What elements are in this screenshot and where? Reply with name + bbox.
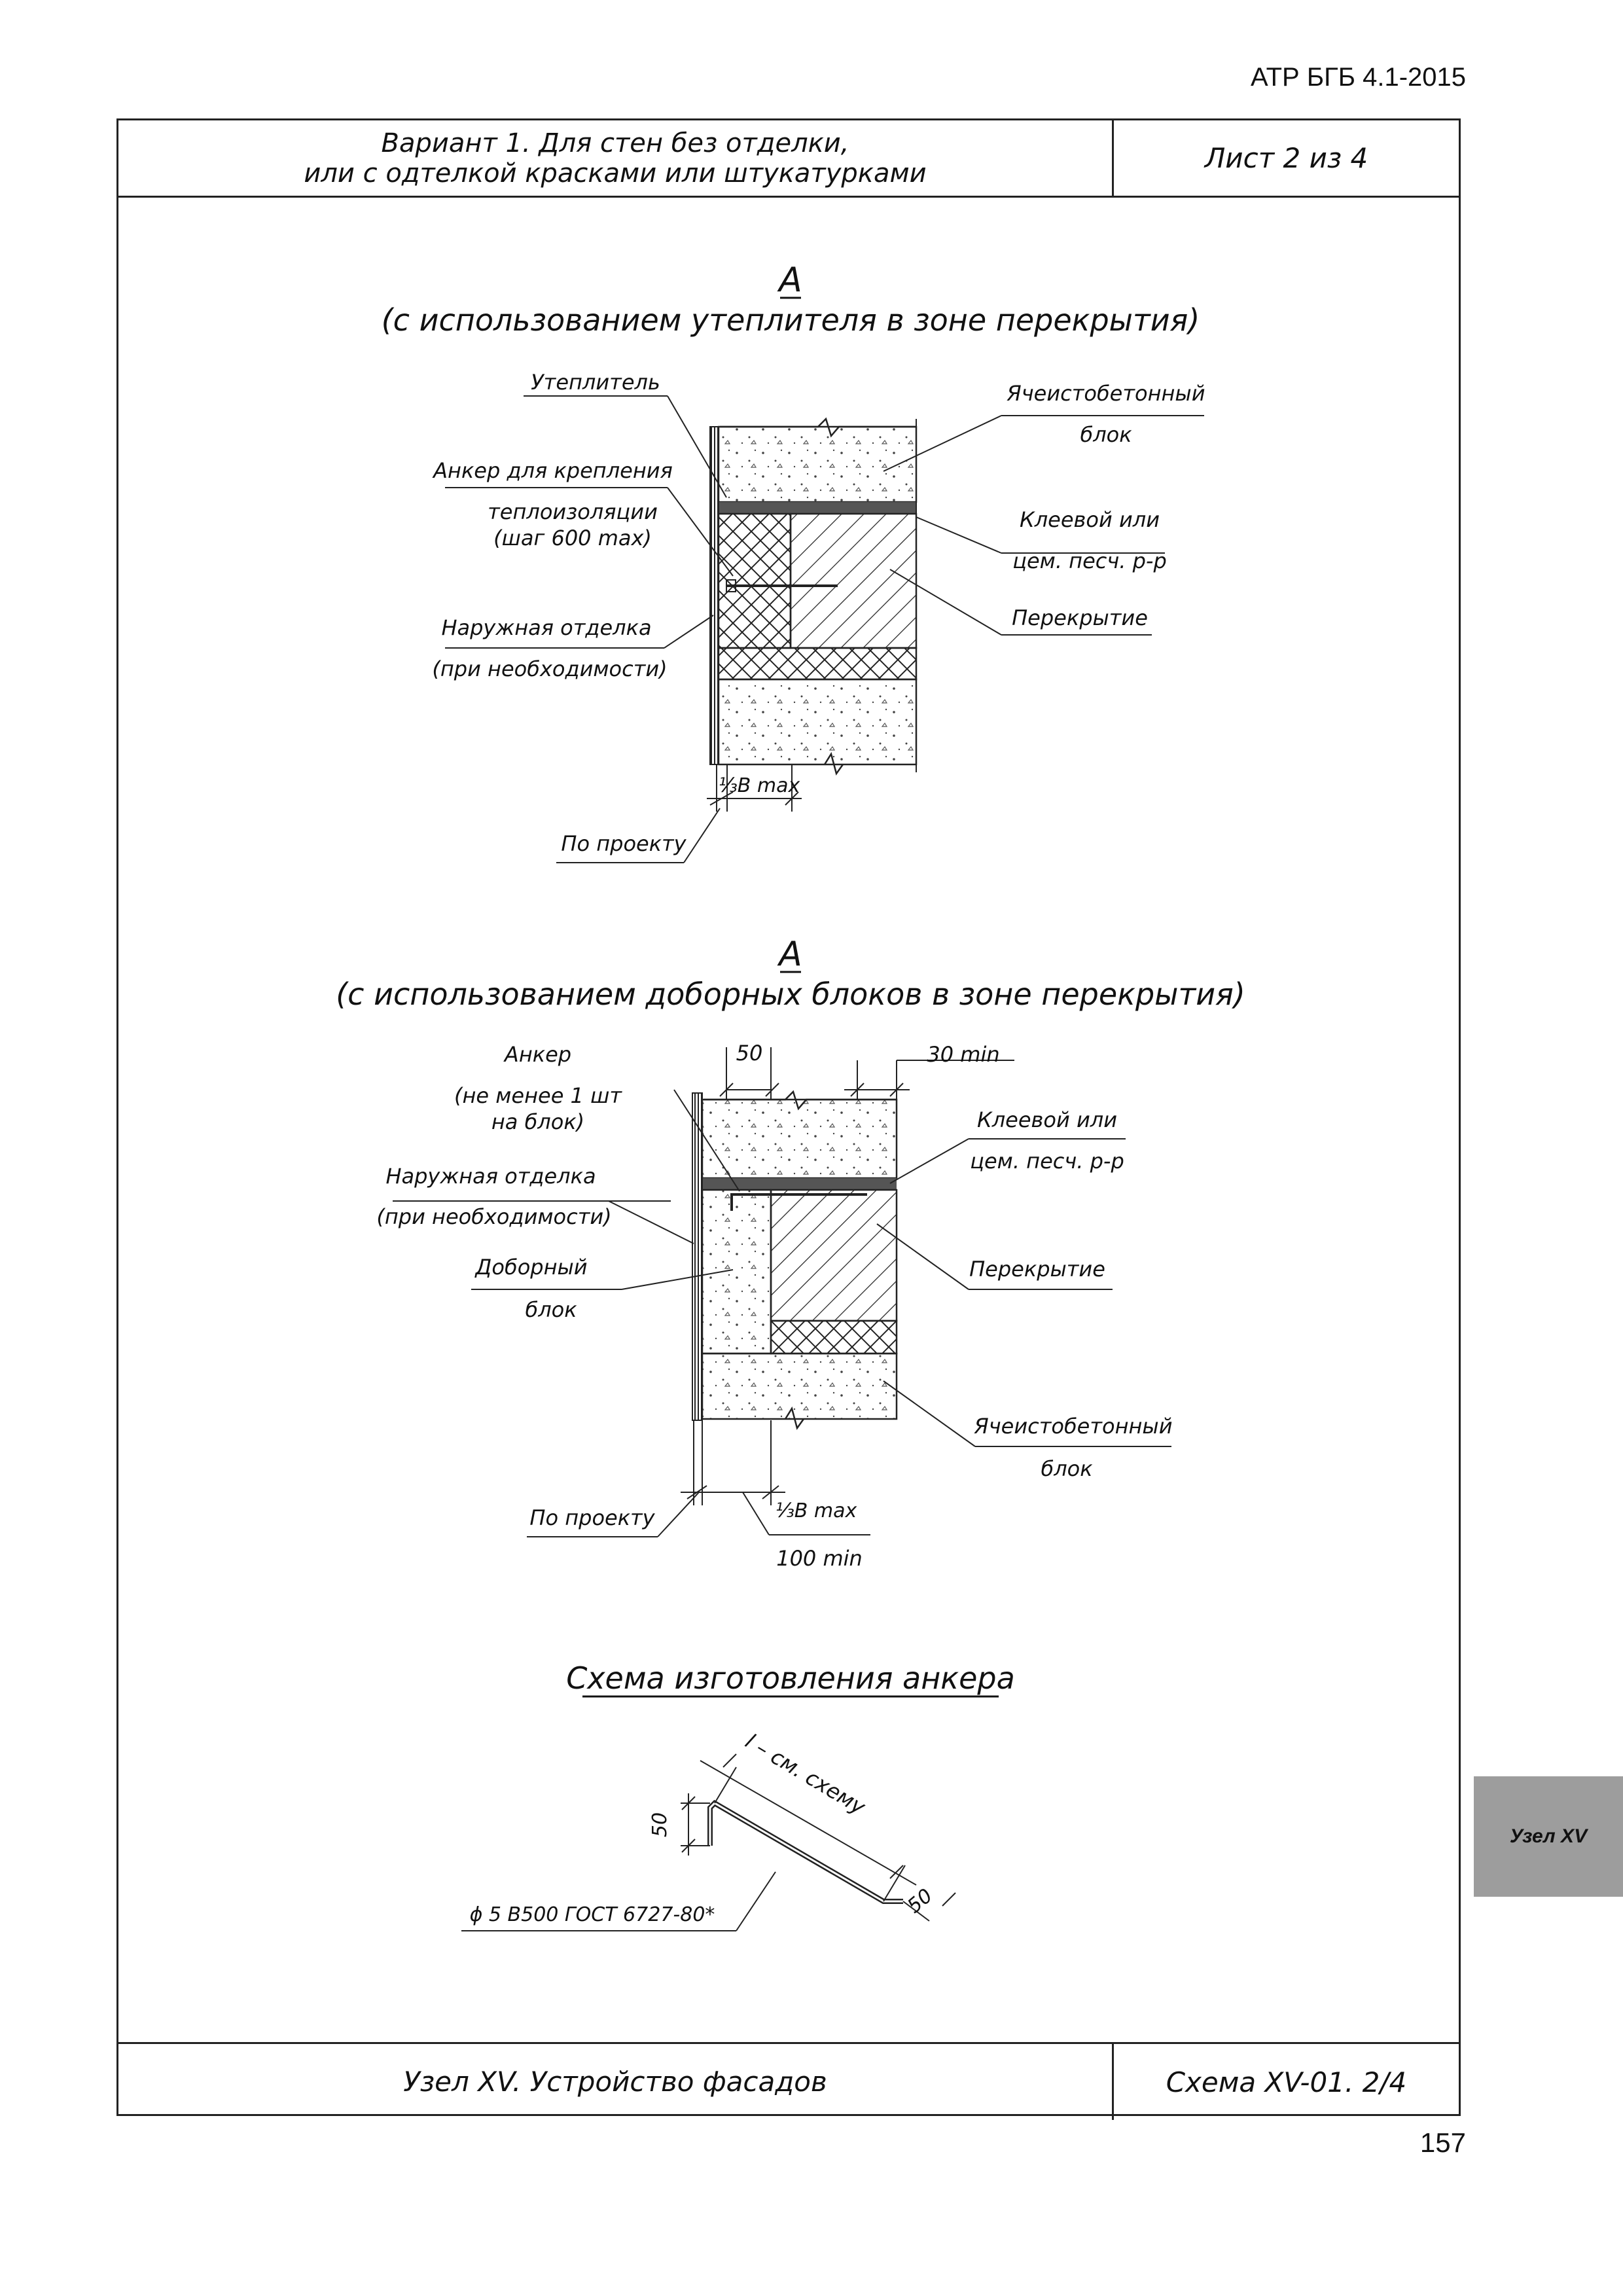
label-add-block-2: блок [525,1297,577,1322]
label-finish-1: Наружная отделка [385,1164,596,1189]
label-dim-50: 50 [736,1041,763,1066]
document-code: АТР БГБ 4.1-2015 [1251,63,1466,92]
label-dim-b: ⅓В max [718,774,800,797]
label-by-project: По проекту [529,1505,655,1530]
label-anchor: Анкер [504,1042,572,1067]
side-tab-label: Узел XV [1509,1825,1588,1847]
variant-line-2: или с одтелкой красками или штукатурками [304,158,927,188]
label-dim-b: ⅓В max [775,1499,857,1522]
label-anchor-3: (шаг 600 max) [493,526,652,550]
detail2-section [692,1092,897,1428]
anchor-rebar-label: ϕ 5 B500 ГОСТ 6727-80* [469,1903,715,1926]
label-by-project: По проекту [561,831,687,856]
label-glue-1: Клеевой или [977,1107,1117,1132]
label-block-1: Ячеистобетонный [974,1414,1173,1439]
sheet-number: Лист 2 из 4 [1204,142,1368,174]
detail1-letter: А [779,260,802,300]
node-title: Узел XV. Устройство фасадов [403,2066,827,2098]
anchor-scheme-title: Схема изготовления анкера [566,1660,1015,1696]
label-dim-30: 30 min [927,1042,1000,1067]
label-insulation: Утеплитель [531,370,660,395]
label-dim-100: 100 min [776,1546,863,1571]
anchor-dim-b: 50 [903,1884,937,1918]
label-block-2: блок [1080,422,1132,447]
variant-line-1: Вариант 1. Для стен без отделки, [381,128,849,158]
label-glue-1: Клеевой или [1020,507,1160,532]
label-finish-2: (при необходимости) [376,1204,612,1229]
detail1-section [710,419,916,774]
label-slab: Перекрытие [969,1257,1105,1282]
side-tab [1474,1776,1623,1897]
anchor-length-label: l – см. схему [741,1729,870,1820]
label-anchor-qty-1: (не менее 1 шт [454,1083,622,1108]
label-add-block-1: Доборный [475,1255,588,1280]
label-glue-2: цем. песч. р-р [970,1149,1124,1174]
label-glue-2: цем. песч. р-р [1012,548,1167,573]
label-finish-2: (при необходимости) [432,656,668,681]
label-block-2: блок [1041,1456,1093,1481]
detail2-caption: (с использованием доборных блоков в зоне перекрытия) [336,977,1245,1012]
detail1-caption: (с использованием утеплителя в зоне перекрытия) [381,302,1200,338]
label-anchor-qty-2: на блок) [491,1109,585,1134]
label-slab: Перекрытие [1012,605,1148,630]
anchor-dim-a: 50 [649,1812,671,1838]
scheme-code: Схема XV-01. 2/4 [1166,2066,1407,2098]
label-block-1: Ячеистобетонный [1007,381,1205,406]
label-anchor-1: Анкер для крепления [433,458,673,483]
label-finish-1: Наружная отделка [441,615,652,640]
detail2-letter: А [779,935,802,974]
page-number: 157 [1419,2127,1466,2158]
label-anchor-2: теплоизоляции [488,499,658,524]
